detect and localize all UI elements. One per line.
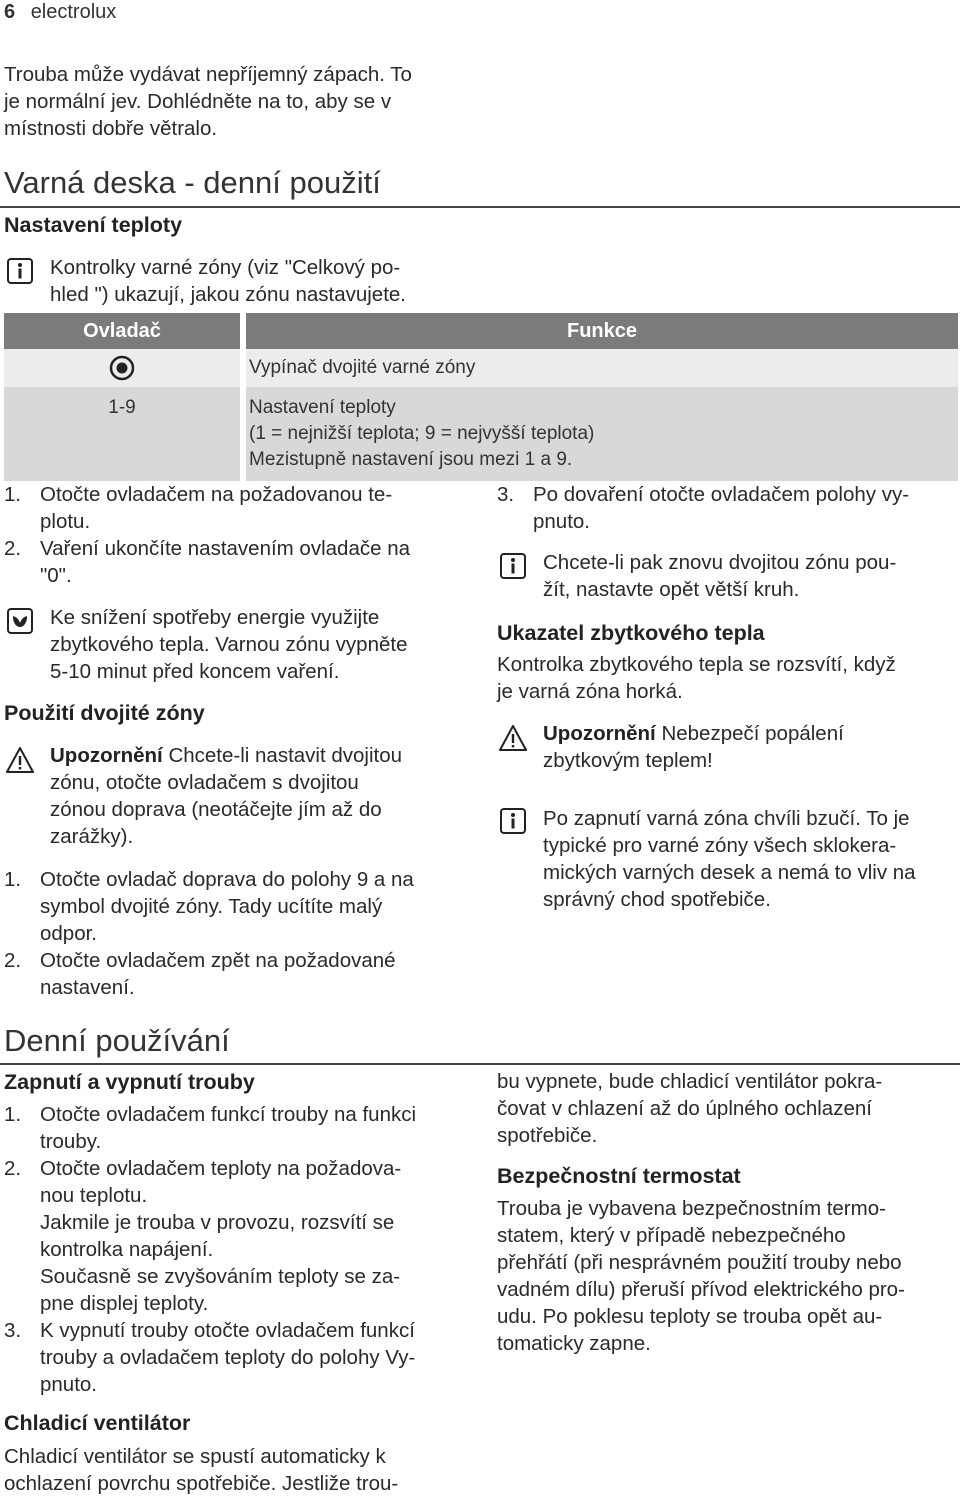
subsection-title: Ukazatel zbytkového tepla <box>497 621 765 645</box>
control-table <box>4 313 958 481</box>
text-line: žít, nastavte opět větší kruh. <box>543 578 800 601</box>
table-cell: Vypínač dvojité varné zóny <box>246 349 958 387</box>
text-line: hled ") ukazují, jakou zónu nastavujete. <box>50 283 406 306</box>
info-note <box>50 254 470 308</box>
text-line: Současně se zvyšováním teploty se za- <box>40 1265 401 1288</box>
text-line: zbytkovým teplem! <box>543 749 713 772</box>
list-number: 2. <box>4 949 22 972</box>
text-line: mických varných desek a nemá to vliv na <box>543 861 916 884</box>
table-header-control: Ovladač <box>4 313 240 349</box>
text-line: ochlazení povrchu spotřebiče. Jestliže trou- <box>4 1472 399 1495</box>
intro-paragraph <box>4 61 484 142</box>
text-line: Vaření ukončíte nastavením ovladače na <box>40 537 410 560</box>
warning-note <box>543 720 958 774</box>
fan-paragraph <box>4 1443 484 1497</box>
info-note <box>543 549 958 603</box>
text-line: Otočte ovladač doprava do polohy 9 a na <box>40 868 414 891</box>
info-icon <box>7 258 33 284</box>
text-line: místnosti dobře větralo. <box>4 117 218 140</box>
section-divider <box>0 206 960 208</box>
list-number: 1. <box>4 483 22 506</box>
section-title: Varná deska - denní použití <box>4 165 381 200</box>
text-line: nou teplotu. <box>40 1184 148 1207</box>
text-line: Ke snížení spotřeby energie využijte <box>50 606 380 629</box>
text-span: Nebezpečí popálení <box>655 722 844 745</box>
text-line: Otočte ovladačem teploty na požadova- <box>40 1157 402 1180</box>
text-line: Kontrolka zbytkového tepla se rozsvítí, když <box>497 653 896 676</box>
text-line: správný chod spotřebiče. <box>543 888 771 911</box>
text-line: bu vypnete, bude chladicí ventilátor pokra- <box>497 1070 883 1093</box>
text-line: vadném dílu) přeruší přívod elektrického pro- <box>497 1278 905 1301</box>
subsection-title: Bezpečnostní termostat <box>497 1164 741 1188</box>
warning-label: Upozornění <box>543 722 656 745</box>
list-number: 1. <box>4 1103 22 1126</box>
text-line: zbytkového tepla. Varnou zónu vypněte <box>50 633 408 656</box>
text-line: pnuto. <box>533 510 590 533</box>
info-note <box>543 805 960 913</box>
warning-icon <box>5 746 35 774</box>
text-line: 5-10 minut před koncem vaření. <box>50 660 340 683</box>
text-line: "0". <box>40 564 72 587</box>
text-line: K vypnutí trouby otočte ovladačem funkcí <box>40 1319 415 1342</box>
text-line: nastavení. <box>40 976 135 999</box>
thermostat-paragraph <box>497 1195 960 1357</box>
text-line: zónou doprava (neotáčejte jím až do <box>50 798 382 821</box>
text-line: kontrolka napájení. <box>40 1238 214 1261</box>
text-line: Po zapnutí varná zóna chvíli bzučí. To je <box>543 807 910 830</box>
subsection-title: Zapnutí a vypnutí trouby <box>4 1070 255 1094</box>
text-line <box>50 742 480 769</box>
text-line: Mezistupně nastavení jsou mezi 1 a 9. <box>249 449 573 470</box>
text-line: zarážky). <box>50 825 134 848</box>
text-line: Chcete-li pak znovu dvojitou zónu pou- <box>543 551 897 574</box>
warning-note <box>50 742 480 850</box>
text-line: trouby. <box>40 1130 102 1153</box>
text-line: Kontrolky varné zóny (viz "Celkový po- <box>50 256 401 279</box>
text-line: Otočte ovladačem funkcí trouby na funkci <box>40 1103 417 1126</box>
list-number: 1. <box>4 868 22 891</box>
text-line: tomaticky zapne. <box>497 1332 651 1355</box>
text-line: odpor. <box>40 922 97 945</box>
list-number: 3. <box>4 1319 22 1342</box>
residual-heat-paragraph <box>497 651 959 705</box>
info-icon <box>500 553 526 579</box>
text-line: je varná zóna horká. <box>497 680 683 703</box>
brand-name: electrolux <box>30 1 117 23</box>
text-line: udu. Po poklesu teploty se trouba opět au- <box>497 1305 883 1328</box>
eco-note <box>50 604 470 685</box>
text-line: Otočte ovladačem na požadovanou te- <box>40 483 393 506</box>
info-icon <box>500 808 526 834</box>
text-line: spotřebiče. <box>497 1124 598 1147</box>
text-line: Chladicí ventilátor se spustí automaticky k <box>4 1445 386 1468</box>
text-line: zónu, otočte ovladačem s dvojitou <box>50 771 359 794</box>
text-line: plotu. <box>40 510 91 533</box>
table-cell <box>4 349 240 387</box>
text-line: pnuto. <box>40 1373 97 1396</box>
page-header <box>4 0 116 24</box>
list-number: 2. <box>4 1157 22 1180</box>
text-line: čovat v chlazení až do úplného ochlazení <box>497 1097 872 1120</box>
dual-zone-icon <box>109 355 135 381</box>
text-line: (1 = nejnižší teplota; 9 = nejvyšší teplota) <box>249 423 595 444</box>
text-line: Nastavení teploty <box>249 397 396 418</box>
table-row <box>4 349 958 387</box>
warning-label: Upozornění <box>50 744 163 767</box>
text-line: Po dovaření otočte ovladačem polohy vy- <box>533 483 910 506</box>
text-line: pne displej teploty. <box>40 1292 209 1315</box>
table-row <box>4 387 958 481</box>
page-number: 6 <box>4 1 16 23</box>
warning-icon <box>498 724 528 752</box>
eco-leaf-icon <box>7 608 33 634</box>
text-line: Jakmile je trouba v provozu, rozsvítí se <box>40 1211 395 1234</box>
subsection-title: Nastavení teploty <box>4 213 183 237</box>
text-span: Chcete-li nastavit dvojitou <box>162 744 403 767</box>
list-number: 3. <box>497 483 515 506</box>
text-line <box>543 720 958 747</box>
section-divider <box>0 1063 960 1065</box>
table-cell <box>246 387 958 481</box>
text-line: je normální jev. Dohlédněte na to, aby se v <box>4 90 392 113</box>
table-header-function: Funkce <box>246 313 958 349</box>
subsection-title: Použití dvojité zóny <box>4 701 205 725</box>
text-line: přehřátí (při nesprávném použití trouby nebo <box>497 1251 902 1274</box>
text-line: Otočte ovladačem zpět na požadované <box>40 949 396 972</box>
text-line: Trouba je vybavena bezpečnostním termo- <box>497 1197 886 1220</box>
text-line: statem, který v případě nebezpečného <box>497 1224 846 1247</box>
section-title: Denní používání <box>4 1023 230 1058</box>
text-line: trouby a ovladačem teploty do polohy Vy- <box>40 1346 416 1369</box>
list-number: 2. <box>4 537 22 560</box>
text-line: typické pro varné zóny všech sklokera- <box>543 834 897 857</box>
fan-paragraph-continued <box>497 1068 959 1149</box>
text-line: Trouba může vydávat nepříjemný zápach. To <box>4 63 412 86</box>
text-line: symbol dvojité zóny. Tady ucítíte malý <box>40 895 383 918</box>
subsection-title: Chladicí ventilátor <box>4 1411 191 1435</box>
table-cell: 1-9 <box>4 387 240 481</box>
